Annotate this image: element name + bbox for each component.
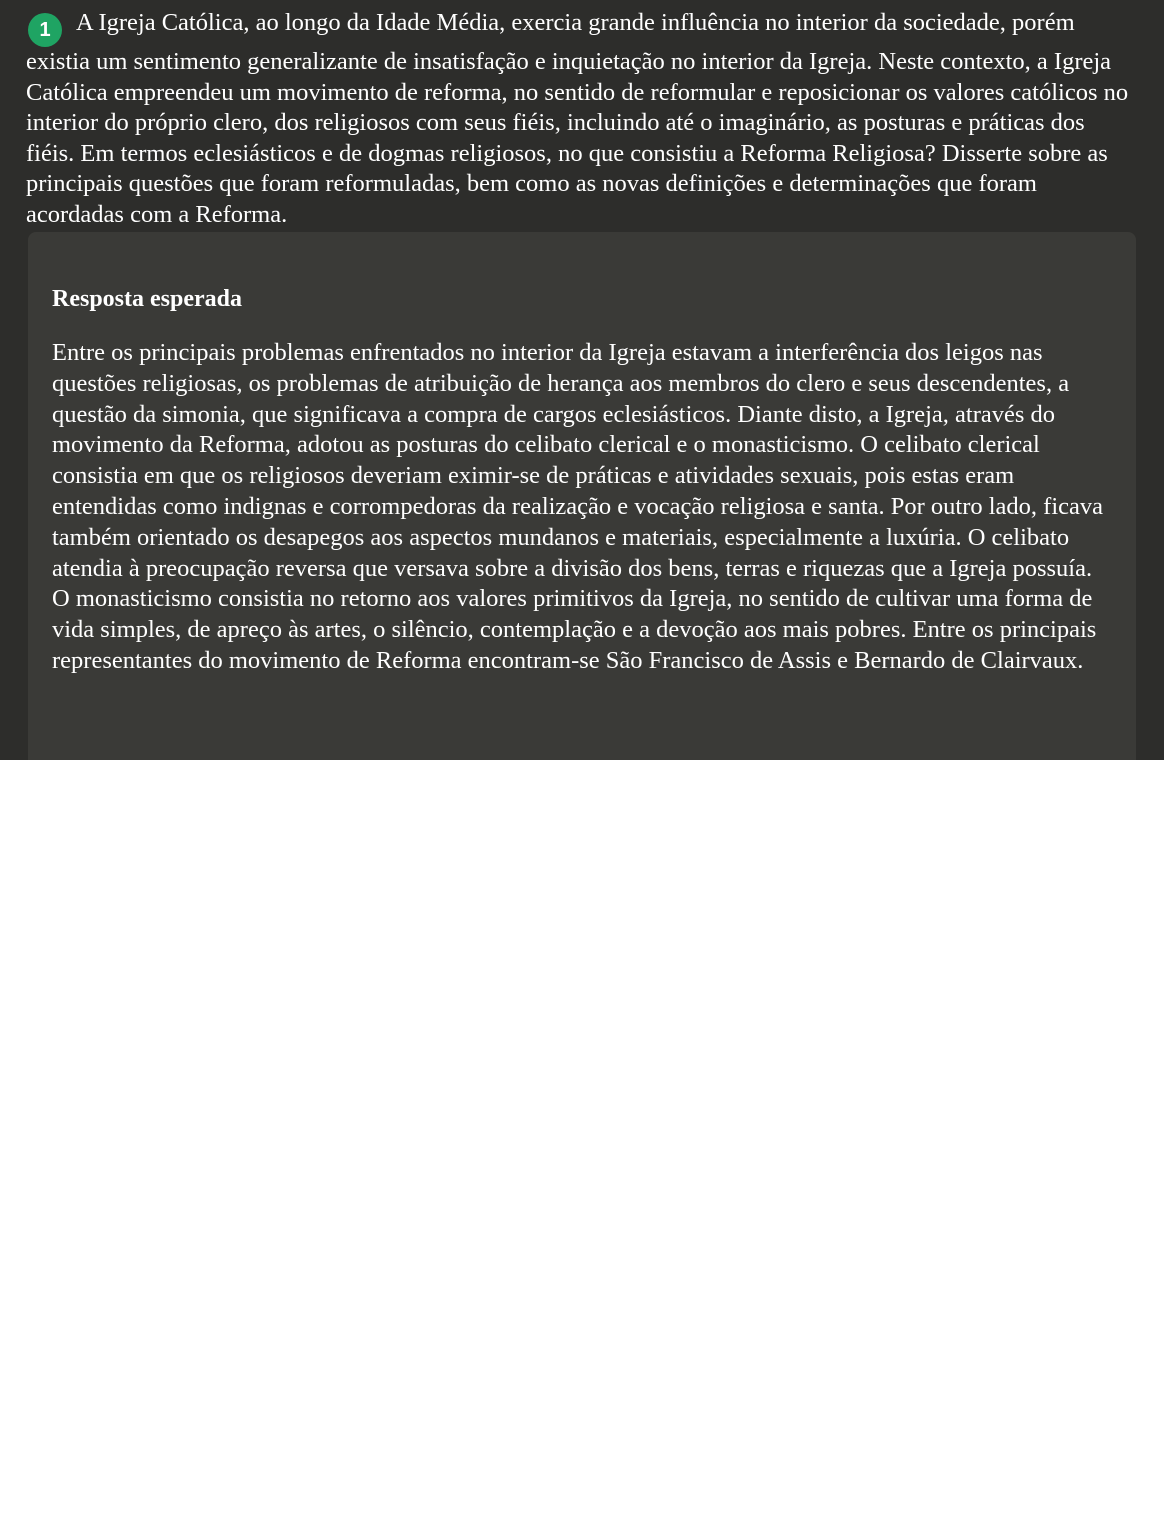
question-block [26,8,1138,230]
question-number-badge: 1 [28,13,62,47]
question-text: A Igreja Católica, ao longo da Idade Média, exercia grande influência no interior da sociedade, porém existia um sentimento generalizante de insatisfação e inquietação no interior da Igreja. Neste contexto, a Igreja Católica empreendeu um movimento de reforma, no sentido de reformular e reposicionar os valores católicos no interior do próprio clero, dos religiosos com seus fiéis, incluindo até o imaginário, as posturas e práticas dos fiéis. Em termos eclesiásticos e de dogmas religiosos, no que consistiu a Reforma Religiosa? Disserte sobre as principais questões que foram reformuladas, bem como as novas definições e determinações que foram acordadas com a Reforma. [26,9,1129,228]
expected-answer-text: Entre os principais problemas enfrentados no interior da Igreja estavam a interferência dos leigos nas questões religiosas, os problemas de atribuição de herança aos membros do clero e seus descendentes, a questão da simonia, que significava a compra de cargos eclesiásticos. Diante disto, a Igreja, através do movimento da Reforma, adotou as posturas do celibato clerical e o monasticismo. O celibato clerical consistia em que os religiosos deveriam eximir-se de práticas e atividades sexuais, pois estas eram entendidas como indignas e corrompedoras da realização e vocação religiosa e santa. Por outro lado, ficava também orientado os desapegos aos aspectos mundanos e materiais, especialmente a luxúria. O celibato atendia à preocupação reversa que versava sobre a divisão dos bens, terras e riquezas que a Igreja possuía. O monasticismo consistia no retorno aos valores primitivos da Igreja, no sentido de cultivar uma forma de vida simples, de apreço às artes, o silêncio, contemplação e a devoção aos mais pobres. Entre os principais representantes do movimento de Reforma encontram-se São Francisco de Assis e Bernardo de Clairvaux. [52,339,1104,674]
expected-answer-box [28,232,1136,760]
expected-answer-title: Resposta esperada [52,286,242,312]
question-panel [0,0,1164,760]
